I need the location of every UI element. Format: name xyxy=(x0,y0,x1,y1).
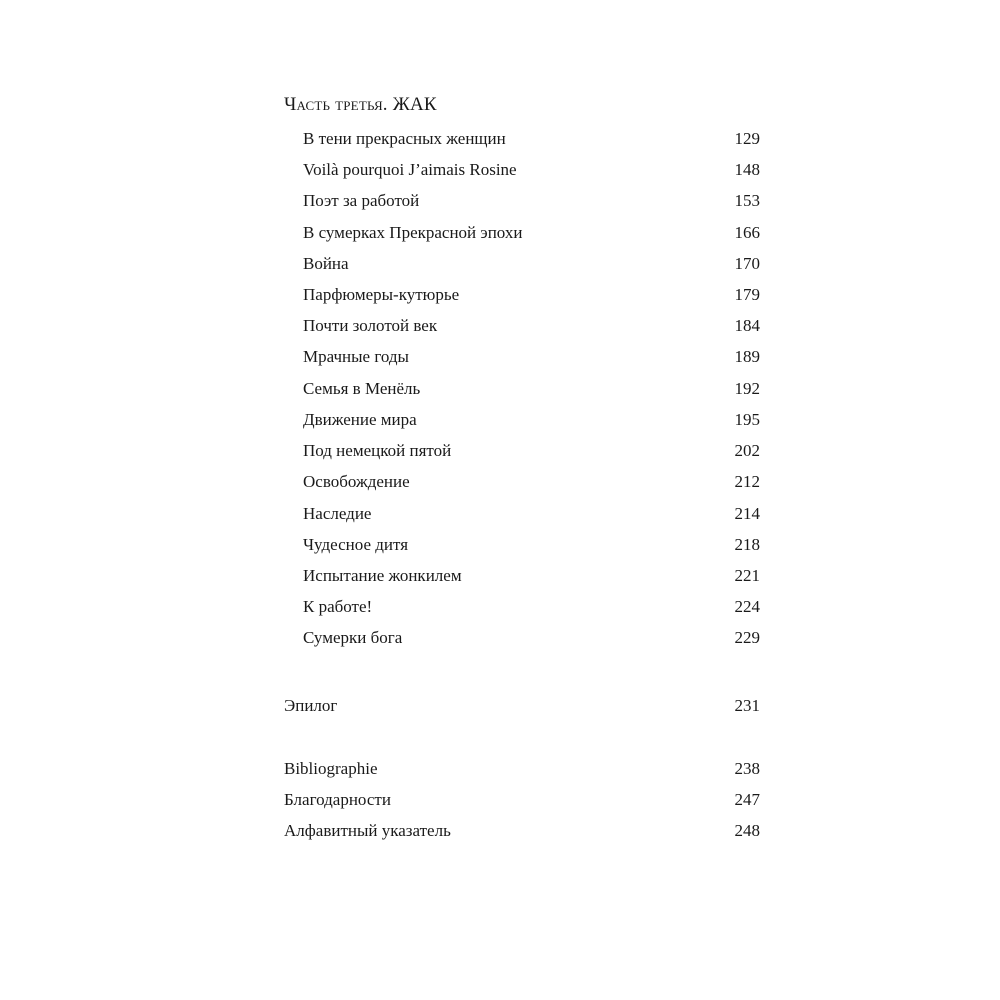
toc-entry-title: Наследие xyxy=(303,504,372,523)
toc-entry-title: Bibliographie xyxy=(284,759,378,778)
toc-entry-page: 148 xyxy=(734,160,760,179)
toc-entry-page: 238 xyxy=(734,759,760,778)
toc-entry-page: 218 xyxy=(734,535,760,554)
toc-entry-acknowledgements xyxy=(284,788,760,812)
toc-entry xyxy=(303,314,760,338)
toc-entry-page: 221 xyxy=(734,566,760,585)
toc-entry-page: 129 xyxy=(734,129,760,148)
toc-entry-page: 224 xyxy=(734,597,760,616)
toc-entry-index xyxy=(284,819,760,843)
toc-entry-page: 166 xyxy=(734,223,760,242)
toc-entry-page: 202 xyxy=(734,441,760,460)
toc-entry-title: Сумерки бога xyxy=(303,628,403,647)
toc-entry-title: Испытание жонкилем xyxy=(303,566,462,585)
toc-entry xyxy=(303,127,760,151)
toc-entry-title: Семья в Менёль xyxy=(303,379,421,398)
toc-entry-page: 184 xyxy=(734,316,760,335)
toc-entry-title: Мрачные годы xyxy=(303,347,409,366)
toc-entry-page: 189 xyxy=(734,347,760,366)
toc-entry-title: В сумерках Прекрасной эпохи xyxy=(303,223,523,242)
toc-entry-page: 231 xyxy=(734,696,760,715)
toc-entry-page: 192 xyxy=(734,379,760,398)
toc-entry xyxy=(303,408,760,432)
toc-entry xyxy=(303,564,760,588)
part-heading-name: ЖАК xyxy=(392,94,437,115)
toc-entry-page: 229 xyxy=(734,628,760,647)
toc-entry-page: 214 xyxy=(734,504,760,523)
toc-entry xyxy=(303,377,760,401)
toc-entry xyxy=(303,158,760,182)
toc-entry xyxy=(303,221,760,245)
toc-entry-title: Поэт за работой xyxy=(303,191,420,210)
toc-entry xyxy=(303,470,760,494)
toc-entry-title: Алфавитный указатель xyxy=(284,821,451,840)
toc-entry-page: 170 xyxy=(734,254,760,273)
toc-entry-title: Чудесное дитя xyxy=(303,535,409,554)
toc-entry-title: Освобождение xyxy=(303,472,410,491)
toc-entry-epilogue xyxy=(284,694,760,718)
toc-entry-title: Почти золотой век xyxy=(303,316,438,335)
toc-entry-title: Благодарности xyxy=(284,790,391,809)
toc-entry xyxy=(303,595,760,619)
toc-entry xyxy=(303,626,760,650)
toc-entry-title: Эпилог xyxy=(284,696,338,715)
toc-entry-title: К работе! xyxy=(303,597,373,616)
toc-entry-title: Парфюмеры-кутюрье xyxy=(303,285,460,304)
toc-entry-page: 153 xyxy=(734,191,760,210)
toc-entry xyxy=(303,283,760,307)
toc-entry xyxy=(303,502,760,526)
toc-entry-page: 179 xyxy=(734,285,760,304)
toc-entry-title: Под немецкой пятой xyxy=(303,441,452,460)
toc-entry xyxy=(303,533,760,557)
toc-entry-title: Движение мира xyxy=(303,410,417,429)
toc-entry xyxy=(303,345,760,369)
part-heading-prefix: Часть третья. xyxy=(284,94,388,115)
toc-entry xyxy=(303,439,760,463)
toc-entry-page: 248 xyxy=(734,821,760,840)
toc-entry-page: 212 xyxy=(734,472,760,491)
toc-entry-page: 195 xyxy=(734,410,760,429)
toc-entry-bibliography xyxy=(284,757,760,781)
toc-entry-title: Voilà pourquoi J’aimais Rosine xyxy=(303,160,517,179)
toc-entry-page: 247 xyxy=(734,790,760,809)
toc-entry xyxy=(303,252,760,276)
part-heading xyxy=(284,94,437,116)
toc-entry xyxy=(303,189,760,213)
toc-entry-title: В тени прекрасных женщин xyxy=(303,129,506,148)
toc-entry-title: Война xyxy=(303,254,349,273)
